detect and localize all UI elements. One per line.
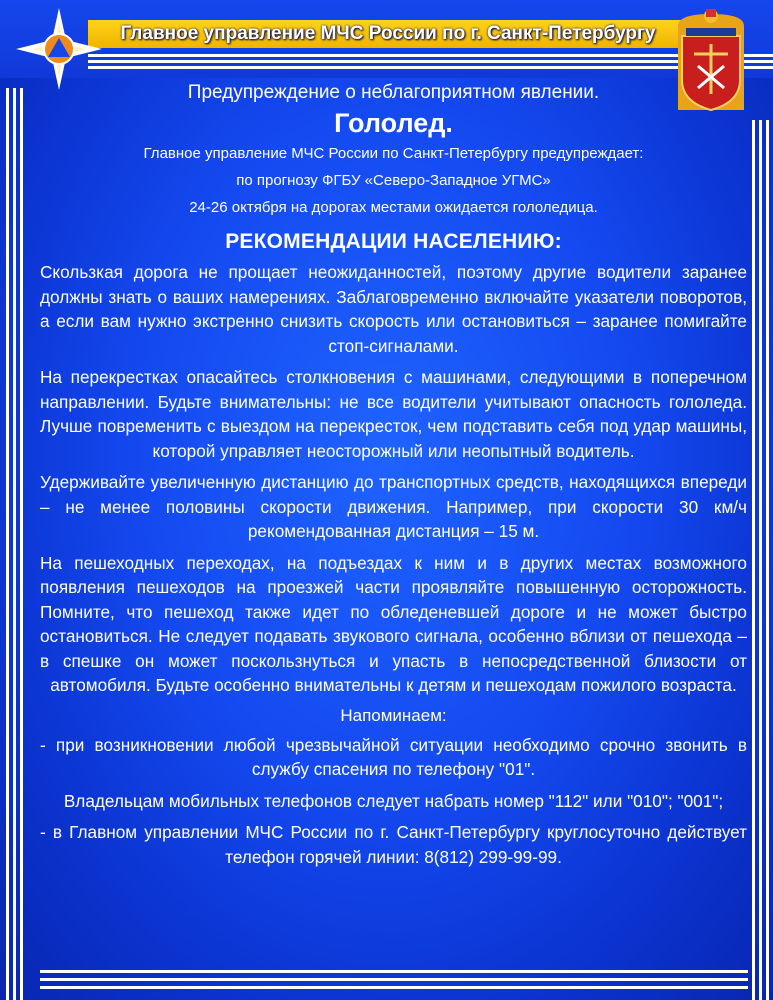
frame-line-right-3 — [766, 120, 769, 1000]
recommendation-paragraph: Скользкая дорога не прощает неожиданностей, поэтому другие водители заранее должны знать о ваших намерениях. Заблаговременно включайте указатели поворотов, а если вам нужно экстренно снизить скорость или остановиться – заранее помигайте стоп-сигналами. — [40, 262, 747, 356]
frame-line-right-2 — [759, 120, 762, 1000]
frame-line-left-1 — [6, 88, 9, 1000]
recommendation-paragraph: На пешеходных переходах, на подъездах к ним и в других местах возможного появления пешеходов на проезжей части проявляйте повышенную осторожность. Помните, что пешеход также идет по обледеневшей дороге и не может быстро остановиться. Не следует подавать звукового сигнала, особенно вблизи от пешехода – в спешке он может поскользнуться и упасть в непосредственной близости от автомобиля. Будьте особенно внимательны к детям и пешеходам пожилого возраста. — [40, 552, 747, 695]
frame-line-bottom-2 — [40, 978, 748, 981]
reminder-item: Владельцам мобильных телефонов следует набрать номер "112" или "010"; "001"; — [63, 790, 724, 811]
notice-line-3: 24-26 октября на дорогах местами ожидается гололедица. — [189, 199, 598, 216]
notice-line-2: по прогнозу ФГБУ «Северо-Западное УГМС» — [236, 172, 551, 189]
reminder-item: - в Главном управлении МЧС России по г. Санкт-Петербургу круглосуточно действует телефон горячей линии: 8(812) 299-99-99. — [40, 822, 747, 867]
reminder-heading: Напоминаем: — [340, 705, 447, 725]
frame-line-bottom-1 — [40, 970, 748, 973]
recommendations-heading: РЕКОМЕНДАЦИИ НАСЕЛЕНИЮ: — [225, 230, 562, 253]
frame-line-left-2 — [13, 88, 16, 1000]
organization-banner-title: Главное управление МЧС России по г. Санкт-Петербургу — [120, 23, 656, 44]
recommendation-paragraph: На перекрестках опасайтесь столкновения с машинами, следующими в поперечном направлении. Будьте внимательны: не все водители учитывают опасность гололеда. Лучше повременить с выездом на перекресток, чем подставить себя под удар машины, которой управляет неосторожный или неопытный водитель. — [40, 367, 747, 461]
frame-line-left-3 — [20, 88, 23, 1000]
notice-content — [40, 78, 747, 869]
recommendation-paragraph: Удерживайте увеличенную дистанцию до транспортных средств, находящихся впереди – не менее половины скорости движения. Например, при скорости 30 км/ч рекомендованная дистанция – 15 м. — [40, 472, 747, 541]
frame-line-top-3 — [88, 66, 773, 69]
notice-title: Предупреждение о неблагоприятном явлении. — [187, 82, 600, 103]
notice-line-1: Главное управление МЧС России по Санкт-Петербургу предупреждает: — [143, 145, 644, 162]
hazard-title: Гололед. — [334, 108, 453, 138]
reminder-item: - при возникновении любой чрезвычайной ситуации необходимо срочно звонить в службу спасения по телефону "01". — [40, 734, 747, 779]
frame-line-top-1 — [88, 54, 773, 57]
frame-line-top-2 — [88, 60, 773, 63]
frame-line-right-1 — [752, 120, 755, 1000]
frame-line-bottom-3 — [40, 986, 748, 989]
